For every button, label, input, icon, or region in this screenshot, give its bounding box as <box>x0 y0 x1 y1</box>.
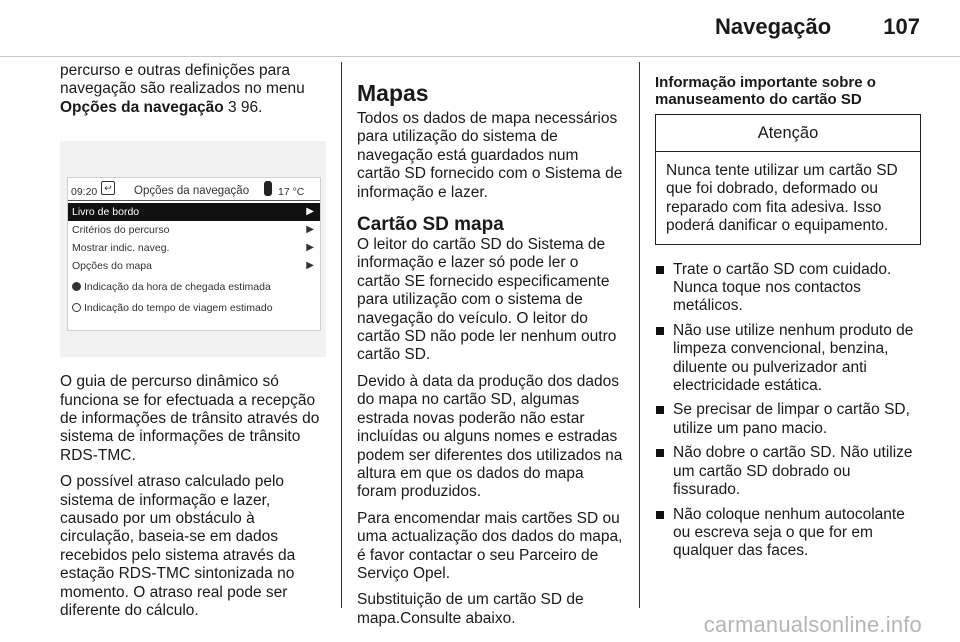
bullet-list <box>655 261 921 561</box>
page-reference: 3 96. <box>228 98 263 116</box>
column-divider <box>639 62 640 608</box>
thermometer-icon <box>264 181 272 196</box>
list-item: Não use utilize nenhum produto de limpeza convencional, benzina, diluente ou pulverizador anti electricidade estática. <box>655 322 921 396</box>
radio-option: Indicação do tempo de viagem estimado <box>68 299 320 317</box>
arrow-right-icon: ▶ <box>306 224 314 236</box>
menu-item: Livro de bordo ▶ <box>68 203 320 221</box>
watermark: carmanualsonline.info <box>703 612 922 637</box>
page-header <box>715 14 920 40</box>
page-number: 107 <box>883 14 920 39</box>
column-divider <box>341 62 342 608</box>
radio-option: Indicação da hora de chegada estimada <box>68 278 320 296</box>
column-1 <box>60 62 326 620</box>
arrow-right-icon: ▶ <box>306 260 314 272</box>
screen-title: Opções da navegação <box>134 185 250 198</box>
paragraph: Devido à data da produção dos dados do mapa no cartão SD, algumas estrada novas poderão não estar incluídas ou alguns nomes e estradas podem ser diferentes dos utilizados na altura em que os dados do mapa foram produzidos. <box>357 372 623 501</box>
clock: 09:20 <box>71 186 98 199</box>
bullet-square-icon <box>656 266 664 274</box>
list-item: Não coloque nenhum autocolante ou escreva seja o que for em qualquer das faces. <box>655 506 921 561</box>
heading-cartao-sd: Cartão SD mapa <box>357 214 504 236</box>
header-rule <box>0 56 960 57</box>
radio-unselected-icon <box>72 303 81 312</box>
section-heading: Informação importante sobre o manuseamento do cartão SD <box>655 74 876 108</box>
bullet-square-icon <box>656 449 664 457</box>
paragraph: Substituição de um cartão SD de mapa.Consulte abaixo. <box>357 591 584 627</box>
navigation-screenshot <box>60 141 326 357</box>
arrow-right-icon: ▶ <box>306 206 314 218</box>
list-item: Trate o cartão SD com cuidado. Nunca toque nos contactos metálicos. <box>655 261 921 316</box>
menu-reference: Opções da navegação <box>60 98 224 116</box>
temperature: 17 °C <box>278 186 305 199</box>
paragraph: Para encomendar mais cartões SD ou uma actualização dos dados do mapa, é favor contactar o seu Parceiro de Serviço Opel. <box>357 509 623 582</box>
paragraph: O leitor do cartão SD do Sistema de informação e lazer só pode ler o cartão SE fornecido especificamente para utilização com o sistema de navegação do veículo. O leitor do cartão SD não pode ler nenhum outro cartão SD. <box>357 236 617 364</box>
paragraph: O guia de percurso dinâmico só funciona se for efectuada a recepção de informações de trânsito através do sistema de informações de trânsito RDS-TMC. <box>60 373 320 464</box>
warning-box <box>655 114 921 245</box>
column-3 <box>655 62 921 608</box>
screen-title-bar <box>68 178 320 201</box>
menu-item: Opções do mapa ▶ <box>68 257 320 275</box>
warning-text: Nunca tente utilizar um cartão SD que foi dobrado, deformado ou reparado com fita adesiva. Isso poderá danificar o equipamento. <box>666 162 898 235</box>
bullet-square-icon <box>656 406 664 414</box>
heading-mapas: Mapas <box>357 80 429 106</box>
bullet-square-icon <box>656 511 664 519</box>
display-screen <box>67 177 321 331</box>
back-icon: ↩ <box>101 181 115 195</box>
radio-selected-icon <box>72 282 81 291</box>
bullet-square-icon <box>656 327 664 335</box>
column-2 <box>357 62 623 627</box>
intro-paragraph: percurso e outras definições para navegação são realizados no menu Opções da navegação 3 96. <box>60 62 305 116</box>
warning-title: Atenção <box>656 115 920 152</box>
list-item: Se precisar de limpar o cartão SD, utilize um pano macio. <box>655 401 921 438</box>
arrow-right-icon: ▶ <box>306 242 314 254</box>
section-title: Navegação <box>714 14 832 39</box>
paragraph: O possível atraso calculado pelo sistema de informação e lazer, causado por um obstáculo à circulação, baseia-se em dados recebidos pelo sistema através da estação RDS-TMC sintonizada no momento. O atraso real pode ser diferente do cálculo. <box>60 473 296 620</box>
paragraph: Todos os dados de mapa necessários para utilização do sistema de navegação está guardados num cartão SD fornecido com o Sistema de informação e lazer. <box>357 110 623 201</box>
list-item: Não dobre o cartão SD. Não utilize um cartão SD dobrado ou fissurado. <box>655 444 921 499</box>
menu-item: Mostrar indic. naveg. ▶ <box>68 239 320 257</box>
menu-item: Critérios do percurso ▶ <box>68 221 320 239</box>
